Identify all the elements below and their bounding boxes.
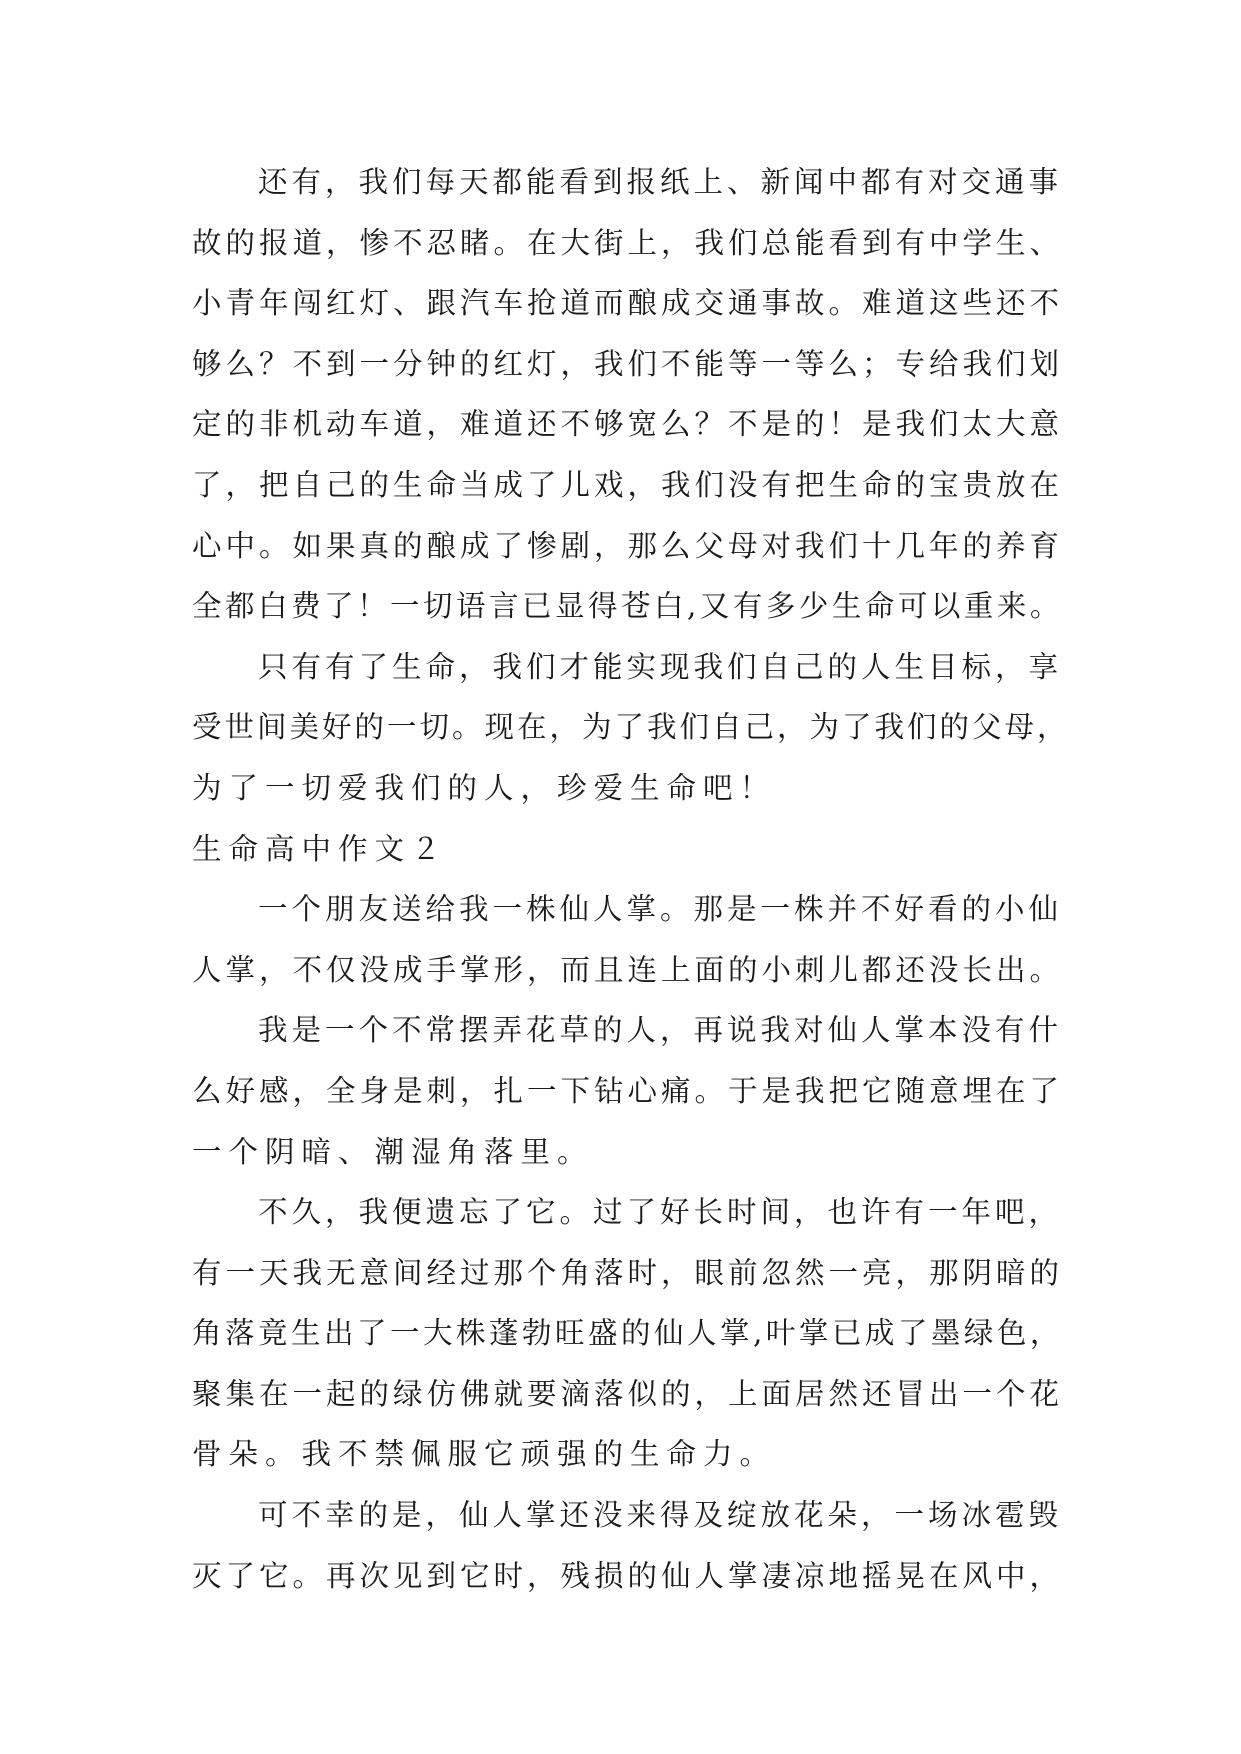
text-line: 我是一个不常摆弄花草的人，再说我对仙人掌本没有什 [258,1013,1063,1048]
text-line: 够么？不到一分钟的红灯，我们不能等一等么；专给我们划 [192,346,1064,381]
text-line: 骨朵。我不禁佩服它顽强的生命力。 [192,1437,777,1472]
section-heading: 生命高中作文２ [192,831,448,866]
text-line: 受世间美好的一切。现在，为了我们自己，为了我们的父母， [192,710,1070,745]
text-line: 角落竟生出了一大株蓬勃旺盛的仙人掌,叶掌已成了墨绿色， [192,1316,1063,1351]
text-line: 心中。如果真的酿成了惨剧，那么父母对我们十几年的养育 [192,528,1064,563]
text-line: 灭了它。再次见到它时，残损的仙人掌凄凉地摇晃在风中， [192,1558,1064,1593]
text-line: 定的非机动车道，难道还不够宽么？不是的！是我们太大意 [192,407,1064,442]
text-line: 聚集在一起的绿仿佛就要滴落似的，上面居然还冒出一个花 [192,1376,1064,1411]
text-line: 不久，我便遗忘了它。过了好长时间，也许有一年吧， [258,1195,1063,1230]
text-line: 一个阴暗、潮湿角落里。 [192,1134,594,1169]
text-line: 只有有了生命，我们才能实现我们自己的人生目标，享 [258,649,1063,684]
text-line: 小青年闯红灯、跟汽车抢道而酿成交通事故。难道这些还不 [192,286,1064,321]
text-line: 全都白费了！一切语言已显得苍白,又有多少生命可以重来。 [192,589,1063,624]
text-line: 了，把自己的生命当成了儿戏，我们没有把生命的宝贵放在 [192,467,1064,502]
text-line: 一个朋友送给我一株仙人掌。那是一株并不好看的小仙 [258,892,1063,927]
text-line: 为了一切爱我们的人，珍爱生命吧！ [192,770,777,805]
text-line: 人掌，不仅没成手掌形，而且连上面的小刺儿都还没长出。 [192,952,1064,987]
text-line: 可不幸的是，仙人掌还没来得及绽放花朵，一场冰雹毁 [258,1498,1063,1533]
text-line: 么好感，全身是刺，扎一下钻心痛。于是我把它随意埋在了 [192,1073,1064,1108]
text-line: 故的报道，惨不忍睹。在大街上，我们总能看到有中学生、 [192,225,1064,260]
document-body [192,152,1072,1606]
text-line: 还有，我们每天都能看到报纸上、新闻中都有对交通事 [258,165,1063,199]
text-line: 有一天我无意间经过那个角落时，眼前忽然一亮，那阴暗的 [192,1255,1064,1290]
